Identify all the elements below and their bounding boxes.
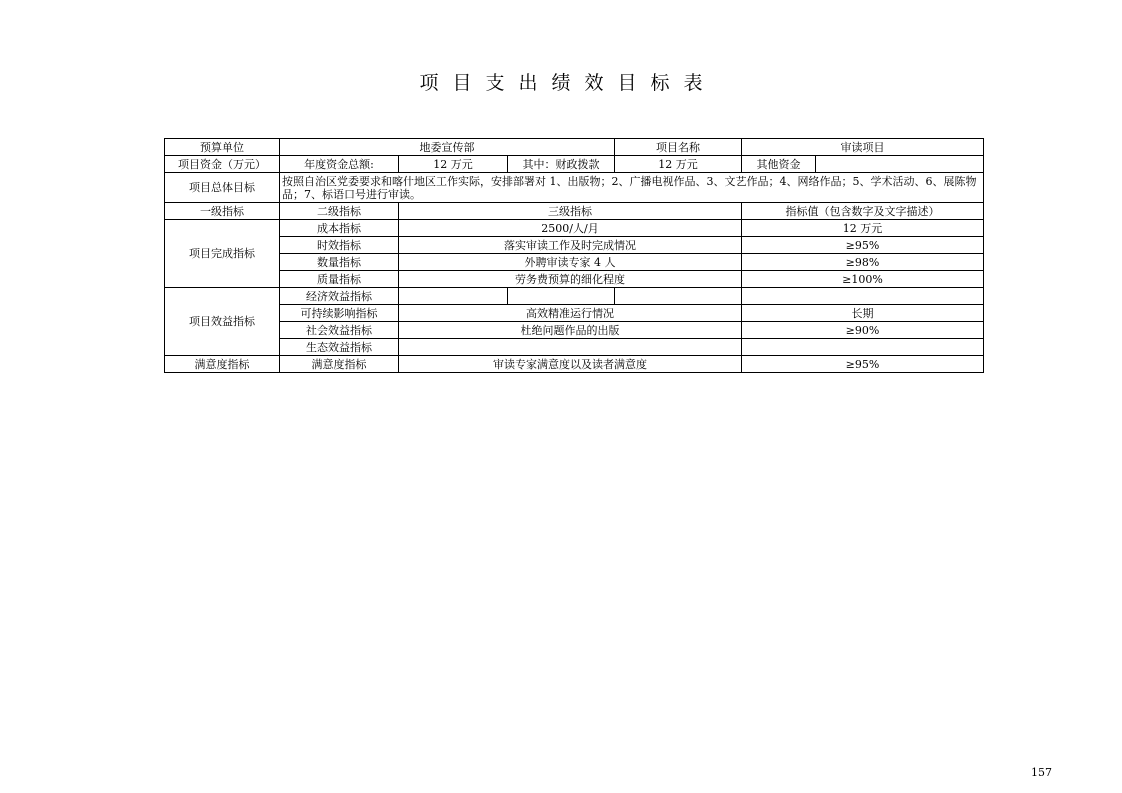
table-row [165, 339, 984, 356]
level2-cell: 质量指标 [280, 271, 399, 288]
level1-cell: 项目效益指标 [165, 288, 280, 356]
page-title: 项目支出绩效目标表 [419, 72, 717, 94]
level2-cell: 时效指标 [280, 237, 399, 254]
value-cell: ≥95% [742, 356, 984, 373]
level3-header: 三级指标 [399, 203, 742, 220]
value-header: 指标值（包含数字及文字描述） [742, 203, 984, 220]
fiscal-value: 12 万元 [615, 156, 742, 173]
overall-goal-label: 项目总体目标 [165, 173, 280, 203]
other-funds-label: 其他资金 [742, 156, 816, 173]
value-cell [742, 288, 984, 305]
value-cell: 12 万元 [742, 220, 984, 237]
level2-cell: 生态效益指标 [280, 339, 399, 356]
other-funds-value [816, 156, 984, 173]
level2-cell: 成本指标 [280, 220, 399, 237]
level1-header: 一级指标 [165, 203, 280, 220]
table-row [165, 254, 984, 271]
page-number: 157 [1031, 766, 1052, 779]
project-name-value: 审读项目 [742, 139, 984, 156]
annual-total-value: 12 万元 [399, 156, 508, 173]
column-header-row [165, 203, 984, 220]
table-row [165, 356, 984, 373]
level3-cell: 劳务费预算的细化程度 [399, 271, 742, 288]
budget-unit-value: 地委宣传部 [280, 139, 615, 156]
empty-cell [508, 288, 615, 305]
level1-cell: 满意度指标 [165, 356, 280, 373]
budget-unit-label: 预算单位 [165, 139, 280, 156]
level2-cell: 经济效益指标 [280, 288, 399, 305]
annual-total-label: 年度资金总额: [280, 156, 399, 173]
table-row [165, 220, 984, 237]
level2-cell: 可持续影响指标 [280, 305, 399, 322]
level3-cell [399, 339, 742, 356]
value-cell: ≥100% [742, 271, 984, 288]
value-cell [742, 339, 984, 356]
value-cell: ≥90% [742, 322, 984, 339]
value-cell: ≥95% [742, 237, 984, 254]
performance-goal-table [164, 138, 984, 373]
unit-row [165, 139, 984, 156]
overall-goal-row [165, 173, 984, 203]
project-funds-label: 项目资金（万元） [165, 156, 280, 173]
table-row [165, 322, 984, 339]
level3-cell: 杜绝问题作品的出版 [399, 322, 742, 339]
level3-cell: 审读专家满意度以及读者满意度 [399, 356, 742, 373]
level3-cell: 2500/人/月 [399, 220, 742, 237]
level3-cell: 高效精准运行情况 [399, 305, 742, 322]
level2-cell: 满意度指标 [280, 356, 399, 373]
fiscal-label: 其中：财政拨款 [508, 156, 615, 173]
value-cell: ≥98% [742, 254, 984, 271]
level3-cell: 落实审读工作及时完成情况 [399, 237, 742, 254]
overall-goal-text: 按照自治区党委要求和喀什地区工作实际，安排部署对 1、出版物；2、广播电视作品、3、文艺作品；4、网络作品；5、学术活动、6、展陈物品；7、标语口号进行审读。 [280, 173, 984, 203]
value-cell: 长期 [742, 305, 984, 322]
project-name-label: 项目名称 [615, 139, 742, 156]
level2-cell: 社会效益指标 [280, 322, 399, 339]
level2-cell: 数量指标 [280, 254, 399, 271]
table-row [165, 288, 984, 305]
level3-cell: 外聘审读专家 4 人 [399, 254, 742, 271]
table-row [165, 237, 984, 254]
level1-cell: 项目完成指标 [165, 220, 280, 288]
table-row [165, 305, 984, 322]
table-row [165, 271, 984, 288]
level2-header: 二级指标 [280, 203, 399, 220]
empty-cell [615, 288, 742, 305]
funds-row [165, 156, 984, 173]
level3-cell [399, 288, 508, 305]
